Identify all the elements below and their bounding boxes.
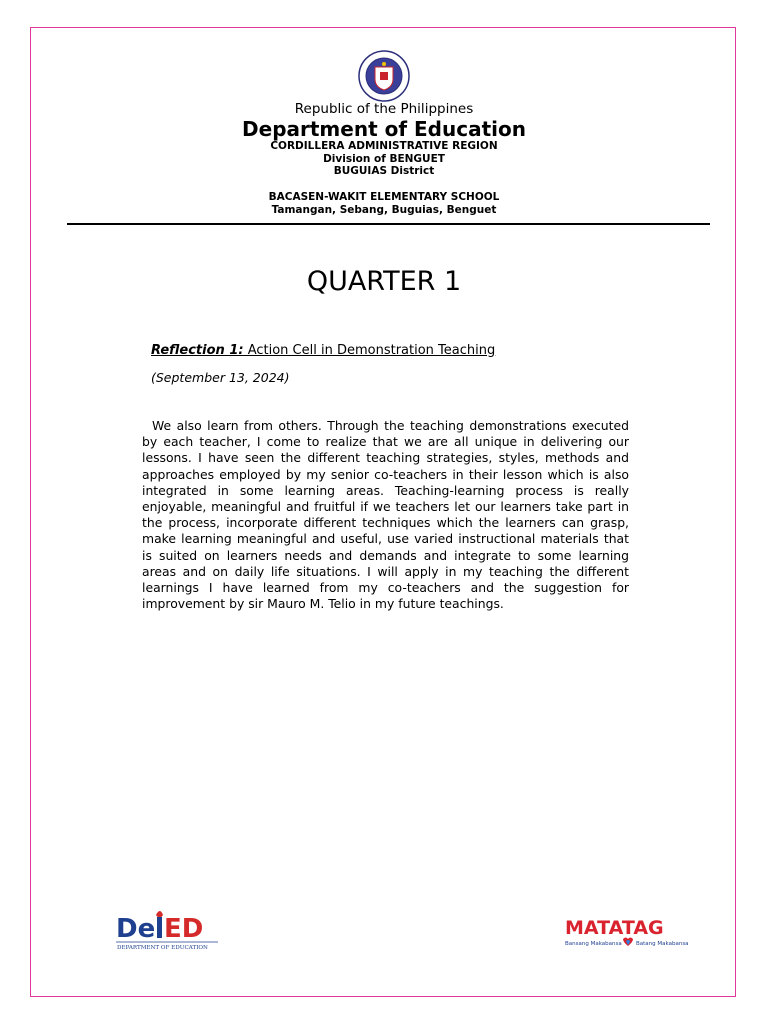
division-line: Division of BENGUET: [323, 153, 445, 165]
svg-text:Batang Makabansa: Batang Makabansa: [636, 941, 689, 947]
reflection-date: (September 13, 2024): [151, 370, 290, 385]
reflection-body: We also learn from others. Through the teaching demonstrations executed by each teacher, I come to realize that we are all unique in delivering our lessons. I have seen the different teaching strategies, styles, methods and approaches employed by my senior co-teachers in their lesson which is also integrated in some learning areas. Teaching-learning process is really enjoyable, meaningful and fruitful if we teachers let our learners take part in the process, incorporate different techniques which the learners can grasp, make learning meaningful and useful, use varied instructional materials that is suited on learners needs and demands and integrate to some learning areas and on daily life situations. I will apply in my teaching the different learnings I have learned from my co-teachers and the suggestion for improvement by sir Mauro M. Telio in my future teachings.: [142, 418, 629, 612]
reflection-title: Action Cell in Demonstration Teaching: [243, 343, 496, 358]
reflection-label: Reflection 1:: [151, 343, 244, 358]
svg-text:ED: ED: [164, 914, 204, 944]
republic-line: Republic of the Philippines: [294, 101, 474, 117]
svg-text:Bansang Makabansa: Bansang Makabansa: [565, 941, 622, 947]
svg-text:De: De: [116, 914, 156, 944]
deped-seal-icon: [358, 50, 410, 102]
school-name: BACASEN-WAKIT ELEMENTARY SCHOOL: [268, 191, 500, 203]
matatag-logo-icon: [562, 912, 692, 954]
region-line: CORDILLERA ADMINISTRATIVE REGION: [270, 140, 498, 152]
department-title: Department of Education: [242, 117, 526, 141]
header-divider: [67, 223, 710, 225]
quarter-heading: QUARTER 1: [306, 266, 462, 297]
deped-logo-icon: [114, 905, 224, 953]
reflection-heading: [151, 343, 495, 358]
school-address: Tamangan, Sebang, Buguias, Benguet: [271, 204, 497, 216]
svg-text:DEPARTMENT OF EDUCATION: DEPARTMENT OF EDUCATION: [117, 945, 208, 951]
district-line: BUGUIAS District: [333, 165, 435, 177]
svg-text:MATATAG: MATATAG: [565, 917, 664, 939]
